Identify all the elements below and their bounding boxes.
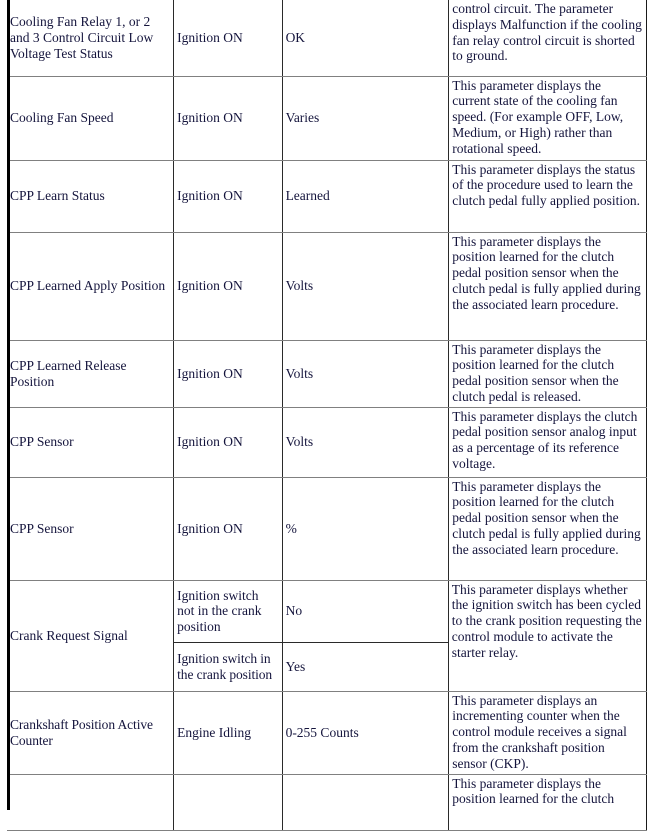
cell-value: OK xyxy=(282,0,449,76)
cell-description: This parameter displays the position learned for the clutch pedal position sensor when the clutch pedal is fully applied during the associated learn procedure. xyxy=(449,477,647,580)
table-row xyxy=(7,232,647,340)
cell-parameter: Cooling Fan Relay 1, or 2 and 3 Control Circuit Low Voltage Test Status xyxy=(7,0,174,76)
cell-description: This parameter displays the clutch pedal position sensor analog input as a percentage of its reference voltage. xyxy=(449,407,647,477)
sub-row xyxy=(174,581,448,643)
cell-description: control circuit. The parameter displays Malfunction if the cooling fan relay control circuit is shorted to ground. xyxy=(449,0,647,76)
cell-description: This parameter displays the status of the procedure used to learn the clutch pedal fully applied position. xyxy=(449,160,647,232)
cell-description: This parameter displays an incrementing counter when the control module receives a signal from the crankshaft position sensor (CKP). xyxy=(449,691,647,774)
cell-value: Learned xyxy=(282,160,449,232)
table-row xyxy=(7,691,647,774)
cell-parameter: CPP Sensor xyxy=(7,407,174,477)
cell-condition: Ignition ON xyxy=(174,232,282,340)
cell-value: No xyxy=(282,581,448,643)
cell-value: 0-255 Counts xyxy=(282,691,449,774)
cell-description: This parameter displays the current state of the cooling fan speed. (For example OFF, Low, Medium, or High) rather than rotational speed. xyxy=(449,76,647,160)
cell-value: Yes xyxy=(282,643,448,691)
cell-value: Volts xyxy=(282,340,449,407)
table-row xyxy=(7,160,647,232)
cell-parameter: CPP Sensor xyxy=(7,477,174,580)
cell-condition: Ignition ON xyxy=(174,0,282,76)
table-row xyxy=(7,340,647,407)
table-row xyxy=(7,0,647,76)
cell-condition: Ignition switch not in the crank position xyxy=(174,581,282,643)
cell-condition: Ignition ON xyxy=(174,340,282,407)
table-row-truncated xyxy=(7,774,647,830)
cell-condition: Ignition ON xyxy=(174,407,282,477)
cell-description: This parameter displays the position learned for the clutch pedal position sensor when the clutch pedal is released. xyxy=(449,340,647,407)
cell-value: % xyxy=(282,477,449,580)
cell-condition-value-group xyxy=(174,580,449,691)
cell-parameter: CPP Learn Status xyxy=(7,160,174,232)
cell-condition: Ignition ON xyxy=(174,160,282,232)
cell-value xyxy=(282,774,449,830)
cell-parameter: Cooling Fan Speed xyxy=(7,76,174,160)
table-row xyxy=(7,76,647,160)
sub-row xyxy=(174,643,448,691)
table-row-grouped xyxy=(7,580,647,691)
cell-condition: Engine Idling xyxy=(174,691,282,774)
cell-parameter: CPP Learned Release Position xyxy=(7,340,174,407)
cell-description: This parameter displays the position learned for the clutch pedal position sensor when the clutch pedal is fully applied during the associated learn procedure. xyxy=(449,232,647,340)
table-row xyxy=(7,477,647,580)
cell-description: This parameter displays whether the ignition switch has been cycled to the crank position requesting the control module to activate the starter relay. xyxy=(449,580,647,691)
cell-condition xyxy=(174,774,282,830)
parameter-definition-table xyxy=(7,0,647,831)
table-row xyxy=(7,407,647,477)
cell-description: This parameter displays the position learned for the clutch xyxy=(449,774,647,830)
cell-parameter xyxy=(7,774,174,830)
cell-condition: Ignition ON xyxy=(174,477,282,580)
cell-parameter: CPP Learned Apply Position xyxy=(7,232,174,340)
cell-value: Varies xyxy=(282,76,449,160)
cell-parameter: Crankshaft Position Active Counter xyxy=(7,691,174,774)
cell-parameter: Crank Request Signal xyxy=(7,580,174,691)
cell-value: Volts xyxy=(282,407,449,477)
cell-value: Volts xyxy=(282,232,449,340)
cell-condition: Ignition ON xyxy=(174,76,282,160)
cell-condition: Ignition switch in the crank position xyxy=(174,643,282,691)
table-left-border xyxy=(7,0,10,810)
